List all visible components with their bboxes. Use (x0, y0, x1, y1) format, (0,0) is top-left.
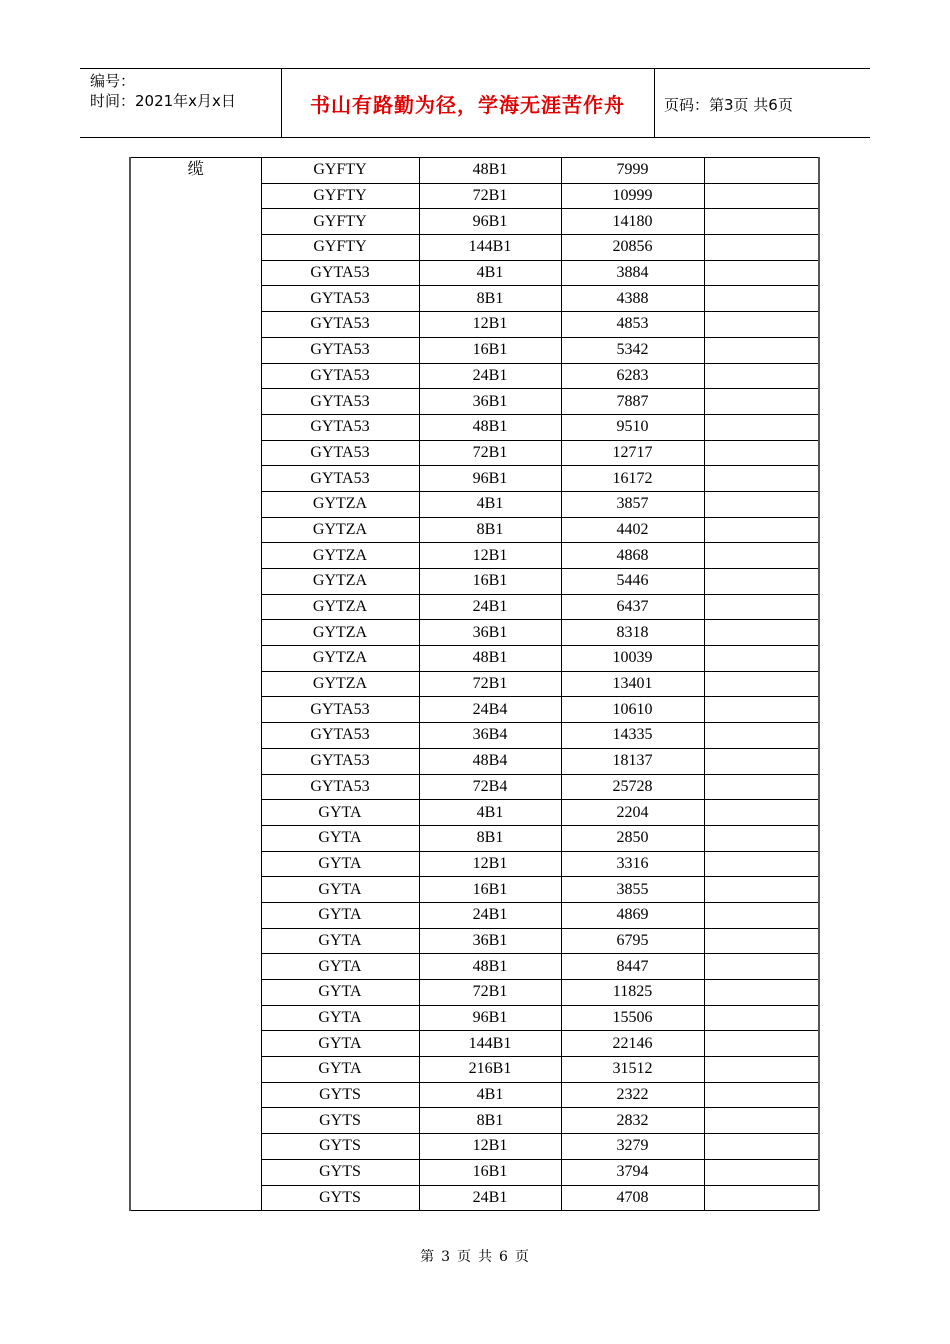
price-cell: 2832 (561, 1108, 704, 1134)
note-cell (704, 491, 819, 517)
model-cell: GYTS (261, 1082, 419, 1108)
price-cell: 8318 (561, 620, 704, 646)
price-cell: 9510 (561, 414, 704, 440)
cores-cell: 4B1 (419, 260, 561, 286)
model-cell: GYTA53 (261, 466, 419, 492)
price-cell: 10039 (561, 646, 704, 672)
note-cell (704, 671, 819, 697)
cores-cell: 72B1 (419, 980, 561, 1006)
model-cell: GYTA53 (261, 774, 419, 800)
model-cell: GYTA53 (261, 260, 419, 286)
model-cell: GYTA (261, 877, 419, 903)
cores-cell: 12B1 (419, 851, 561, 877)
price-cell: 10999 (561, 183, 704, 209)
cores-cell: 72B1 (419, 440, 561, 466)
model-cell: GYTA53 (261, 363, 419, 389)
motto-text: 书山有路勤为径，学海无涯苦作舟 (310, 93, 625, 117)
cores-cell: 144B1 (419, 235, 561, 261)
cores-cell: 8B1 (419, 825, 561, 851)
model-cell: GYTS (261, 1185, 419, 1211)
note-cell (704, 209, 819, 235)
cores-cell: 96B1 (419, 1005, 561, 1031)
note-cell (704, 440, 819, 466)
note-cell (704, 825, 819, 851)
footer-part: 3 (441, 1249, 451, 1265)
price-cell: 4388 (561, 286, 704, 312)
price-cell: 12717 (561, 440, 704, 466)
model-cell: GYFTY (261, 158, 419, 184)
footer-part: 6 (499, 1249, 509, 1265)
price-cell: 16172 (561, 466, 704, 492)
model-cell: GYTA (261, 954, 419, 980)
note-cell (704, 928, 819, 954)
model-cell: GYFTY (261, 235, 419, 261)
cores-cell: 48B1 (419, 414, 561, 440)
cores-cell: 36B1 (419, 620, 561, 646)
price-table (129, 157, 820, 1211)
model-cell: GYTA (261, 980, 419, 1006)
model-cell: GYTA53 (261, 286, 419, 312)
price-cell: 18137 (561, 748, 704, 774)
price-cell: 7887 (561, 389, 704, 415)
price-cell: 4868 (561, 543, 704, 569)
cores-cell: 72B1 (419, 671, 561, 697)
model-cell: GYTZA (261, 543, 419, 569)
price-cell: 31512 (561, 1057, 704, 1083)
cores-cell: 16B1 (419, 569, 561, 595)
note-cell (704, 569, 819, 595)
cores-cell: 4B1 (419, 800, 561, 826)
note-cell (704, 414, 819, 440)
model-cell: GYTS (261, 1134, 419, 1160)
price-cell: 3884 (561, 260, 704, 286)
model-cell: GYTS (261, 1159, 419, 1185)
model-cell: GYTA (261, 825, 419, 851)
model-cell: GYTA (261, 1005, 419, 1031)
note-cell (704, 1057, 819, 1083)
note-cell (704, 1159, 819, 1185)
price-cell: 2850 (561, 825, 704, 851)
header-page-cell (655, 69, 870, 137)
model-cell: GYTA53 (261, 389, 419, 415)
cores-cell: 72B1 (419, 183, 561, 209)
price-cell: 5446 (561, 569, 704, 595)
model-cell: GYTZA (261, 620, 419, 646)
price-cell: 5342 (561, 337, 704, 363)
price-cell: 13401 (561, 671, 704, 697)
price-cell: 4853 (561, 312, 704, 338)
note-cell (704, 466, 819, 492)
model-cell: GYTA (261, 902, 419, 928)
model-cell: GYTA (261, 1057, 419, 1083)
price-cell: 2204 (561, 800, 704, 826)
note-cell (704, 646, 819, 672)
model-cell: GYTZA (261, 569, 419, 595)
note-cell (704, 543, 819, 569)
category-cell: 缆 (130, 158, 261, 1211)
cores-cell: 12B1 (419, 312, 561, 338)
page-header (80, 68, 870, 138)
page-indicator: 页码：第3页 共6页 (664, 96, 793, 114)
note-cell (704, 954, 819, 980)
note-cell (704, 902, 819, 928)
model-cell: GYTA (261, 800, 419, 826)
price-cell: 4402 (561, 517, 704, 543)
price-cell: 25728 (561, 774, 704, 800)
model-cell: GYTA (261, 1031, 419, 1057)
price-cell: 3316 (561, 851, 704, 877)
model-cell: GYTA53 (261, 697, 419, 723)
model-cell: GYTZA (261, 594, 419, 620)
model-cell: GYTA53 (261, 723, 419, 749)
note-cell (704, 748, 819, 774)
note-cell (704, 1031, 819, 1057)
price-cell: 8447 (561, 954, 704, 980)
header-motto-cell (281, 69, 655, 137)
model-cell: GYTA53 (261, 440, 419, 466)
cores-cell: 72B4 (419, 774, 561, 800)
price-cell: 6437 (561, 594, 704, 620)
cores-cell: 96B1 (419, 466, 561, 492)
cores-cell: 4B1 (419, 491, 561, 517)
note-cell (704, 1134, 819, 1160)
cores-cell: 12B1 (419, 543, 561, 569)
cores-cell: 12B1 (419, 1134, 561, 1160)
cores-cell: 8B1 (419, 517, 561, 543)
note-cell (704, 980, 819, 1006)
note-cell (704, 774, 819, 800)
cores-cell: 8B1 (419, 286, 561, 312)
note-cell (704, 1005, 819, 1031)
note-cell (704, 158, 819, 184)
cores-cell: 36B1 (419, 928, 561, 954)
cores-cell: 216B1 (419, 1057, 561, 1083)
model-cell: GYTZA (261, 671, 419, 697)
model-cell: GYTZA (261, 646, 419, 672)
note-cell (704, 1108, 819, 1134)
cores-cell: 16B1 (419, 877, 561, 903)
price-table-body (130, 158, 819, 1211)
cores-cell: 36B1 (419, 389, 561, 415)
note-cell (704, 260, 819, 286)
note-cell (704, 723, 819, 749)
price-cell: 11825 (561, 980, 704, 1006)
note-cell (704, 594, 819, 620)
note-cell (704, 312, 819, 338)
price-cell: 3279 (561, 1134, 704, 1160)
model-cell: GYTA53 (261, 337, 419, 363)
price-cell: 3855 (561, 877, 704, 903)
price-cell: 6283 (561, 363, 704, 389)
cores-cell: 24B1 (419, 1185, 561, 1211)
footer-part: 共 (478, 1249, 493, 1265)
cores-cell: 24B1 (419, 594, 561, 620)
model-cell: GYFTY (261, 209, 419, 235)
cores-cell: 24B4 (419, 697, 561, 723)
time-label: 时间：2021年x月x日 (90, 92, 236, 110)
model-cell: GYTA (261, 928, 419, 954)
note-cell (704, 1082, 819, 1108)
note-cell (704, 286, 819, 312)
note-cell (704, 337, 819, 363)
price-cell: 15506 (561, 1005, 704, 1031)
note-cell (704, 517, 819, 543)
model-cell: GYFTY (261, 183, 419, 209)
cores-cell: 36B4 (419, 723, 561, 749)
note-cell (704, 800, 819, 826)
cores-cell: 96B1 (419, 209, 561, 235)
price-cell: 22146 (561, 1031, 704, 1057)
model-cell: GYTA53 (261, 414, 419, 440)
model-cell: GYTA (261, 851, 419, 877)
note-cell (704, 235, 819, 261)
price-cell: 4869 (561, 902, 704, 928)
cores-cell: 24B1 (419, 902, 561, 928)
footer-part: 第 (420, 1249, 436, 1265)
price-cell: 4708 (561, 1185, 704, 1211)
price-cell: 20856 (561, 235, 704, 261)
cores-cell: 4B1 (419, 1082, 561, 1108)
cores-cell: 8B1 (419, 1108, 561, 1134)
footer-part: 页 (514, 1249, 530, 1265)
note-cell (704, 1185, 819, 1211)
price-cell: 10610 (561, 697, 704, 723)
number-label: 编号： (90, 72, 136, 90)
price-cell: 14180 (561, 209, 704, 235)
price-cell: 2322 (561, 1082, 704, 1108)
price-cell: 6795 (561, 928, 704, 954)
note-cell (704, 183, 819, 209)
note-cell (704, 877, 819, 903)
model-cell: GYTA53 (261, 312, 419, 338)
model-cell: GYTA53 (261, 748, 419, 774)
note-cell (704, 620, 819, 646)
model-cell: GYTZA (261, 491, 419, 517)
note-cell (704, 851, 819, 877)
cores-cell: 24B1 (419, 363, 561, 389)
note-cell (704, 697, 819, 723)
header-meta-cell (80, 69, 282, 137)
model-cell: GYTZA (261, 517, 419, 543)
cores-cell: 144B1 (419, 1031, 561, 1057)
cores-cell: 48B1 (419, 158, 561, 184)
cores-cell: 48B4 (419, 748, 561, 774)
note-cell (704, 363, 819, 389)
price-table-wrapper (129, 157, 820, 1211)
cores-cell: 48B1 (419, 954, 561, 980)
price-cell: 7999 (561, 158, 704, 184)
footer-part: 页 (457, 1249, 472, 1265)
page-footer (0, 1246, 950, 1266)
cores-cell: 48B1 (419, 646, 561, 672)
cores-cell: 16B1 (419, 337, 561, 363)
price-cell: 3857 (561, 491, 704, 517)
cores-cell: 16B1 (419, 1159, 561, 1185)
price-cell: 14335 (561, 723, 704, 749)
model-cell: GYTS (261, 1108, 419, 1134)
table-row (130, 158, 819, 184)
note-cell (704, 389, 819, 415)
price-cell: 3794 (561, 1159, 704, 1185)
